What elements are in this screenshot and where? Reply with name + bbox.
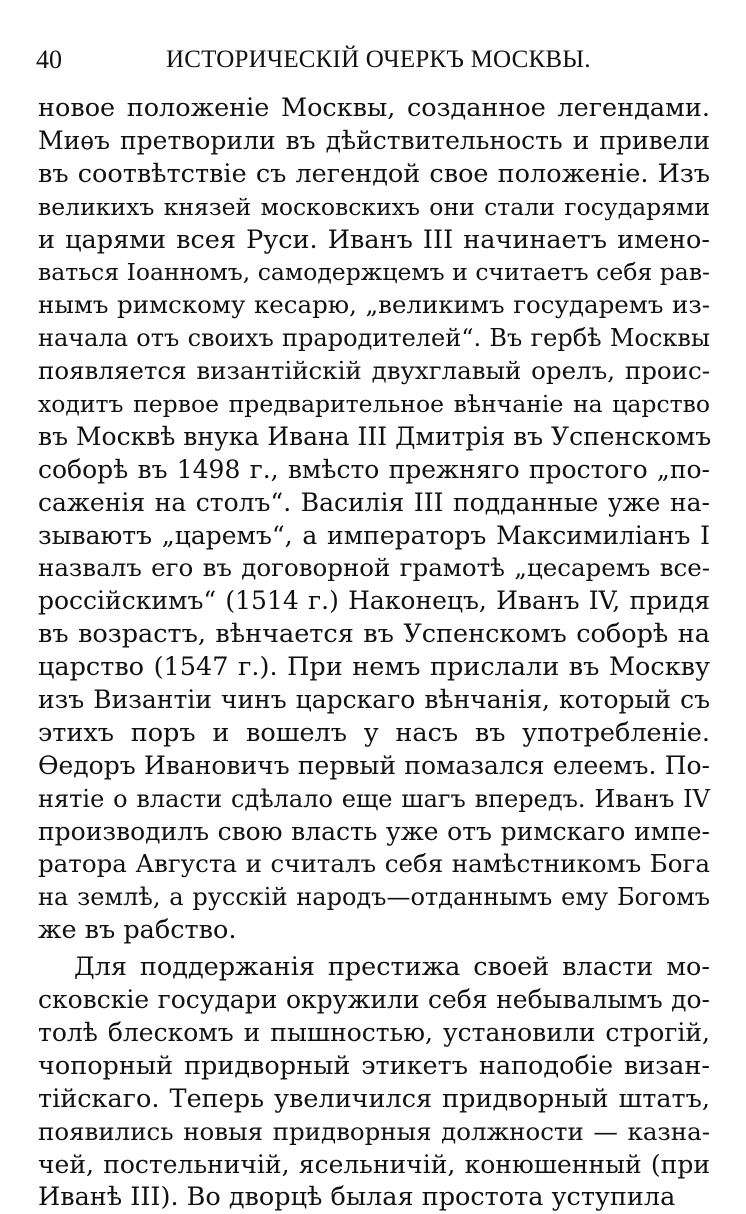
text-line: россійскимъ“ (1514 г.) Наконецъ, Иванъ IV, придя — [38, 586, 710, 616]
text-line: появляется византійскій двухглавый орелъ, проис- — [38, 356, 710, 386]
text-line: Иванѣ III). Во дворцѣ былая простота уступила — [38, 1182, 676, 1213]
text-line: производилъ свою власть уже отъ римскаго импе- — [38, 816, 710, 846]
text-line: Миѳъ претворили въ дѣйствительность и привели — [38, 125, 710, 155]
text-line: въ соотвѣтствіе съ легендой свое положеніе. Изъ — [38, 158, 710, 189]
text-line: въ Москвѣ внука Ивана III Дмитрія въ Успенскомъ — [38, 421, 712, 451]
text-line: новое положеніе Москвы, созданное легендами. — [38, 93, 710, 123]
text-line: появились новыя придворныя должности — казна- — [38, 1116, 710, 1146]
page-number: 40 — [36, 45, 62, 74]
text-line: толѣ блескомъ и пышностью, установили строгій, — [38, 1017, 710, 1047]
paragraph-2 — [38, 951, 710, 1214]
text-line: и царями всея Руси. Иванъ III начинаетъ имено- — [38, 224, 710, 255]
text-line: великихъ князей московскихъ они стали государями — [38, 192, 710, 221]
text-line: же въ рабство. — [38, 915, 237, 946]
text-line: тійскаго. Теперь увеличился придворный штатъ, — [38, 1083, 710, 1114]
text-line: зываютъ „царемъ“, а императоръ Максимиліанъ I — [38, 520, 710, 550]
text-line: соборѣ въ 1498 г., вмѣсто прежняго простого „по- — [38, 454, 710, 484]
text-line: этихъ поръ и вошелъ у насъ въ употребленіе. — [38, 717, 710, 748]
page-header — [36, 44, 716, 76]
text-line: нымъ римскому кесарю, „великимъ государемъ из- — [38, 290, 710, 320]
text-line: ратора Августа и считалъ себя намѣстникомъ Бога — [38, 849, 710, 879]
text-line: назвалъ его въ договорной грамотѣ „цесаремъ все- — [38, 553, 710, 583]
text-line: начала отъ своихъ прародителей“. Въ гербѣ Москвы — [38, 324, 710, 353]
text-line: сковскіе государи окружили себя небывалымъ до- — [38, 985, 710, 1015]
paragraph-1 — [38, 92, 710, 947]
text-line: царство (1547 г.). При немъ прислали въ Москву — [38, 652, 710, 683]
text-line: Ѳедоръ Ивановичъ первый помазался елеемъ. По- — [38, 750, 710, 780]
text-line: на землѣ, а русскій народъ—отданнымъ ему Богомъ — [38, 883, 710, 912]
text-line: ваться Іоанномъ, самодержцемъ и считаетъ себя рав- — [38, 258, 710, 287]
text-line: нятіе о власти сдѣлало еще шагъ впередъ. Иванъ IV — [38, 784, 710, 813]
body-text — [38, 92, 710, 1214]
running-title: ИСТОРИЧЕСКІЙ ОЧЕРКЪ МОСКВЫ. — [166, 46, 591, 73]
text-line: въ возрастъ, вѣнчается въ Успенскомъ соборѣ на — [38, 619, 710, 650]
text-line: чопорный придворный этикетъ наподобіе визан- — [38, 1050, 710, 1081]
text-line: Для поддержанія престижа своей власти мо- — [74, 952, 710, 983]
text-line: изъ Византіи чинъ царскаго вѣнчанія, который съ — [38, 685, 710, 715]
text-line: саженія на столъ“. Василія III подданные уже на- — [38, 487, 710, 517]
text-line: ходитъ первое предварительное вѣнчаніе на царство — [38, 390, 710, 419]
text-line: чей, постельничій, ясельничій, конюшенный (при — [38, 1149, 710, 1179]
